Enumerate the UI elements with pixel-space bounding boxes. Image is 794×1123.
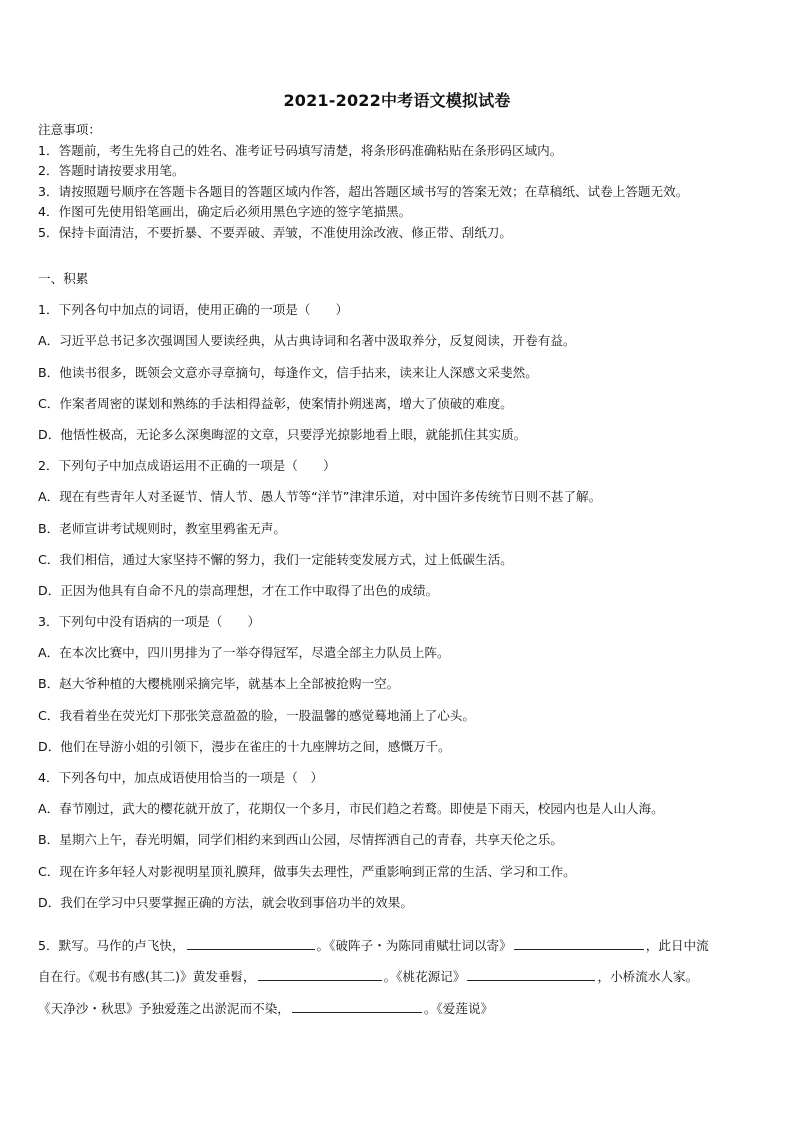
answer-blank[interactable] bbox=[292, 998, 422, 1013]
notes-item: 3．请按照题号顺序在答题卡各题目的答题区域内作答，超出答题区域书写的答案无效；在草稿纸、试卷上答题无效。 bbox=[38, 183, 689, 199]
dictation-text: 5．默写。马作的卢飞快， bbox=[38, 937, 185, 953]
dictation-text: ，小桥流水人家。 bbox=[597, 969, 699, 985]
notes-heading: 注意事项： bbox=[38, 122, 101, 137]
question-option: A．现在有些青年人对圣诞节、情人节、愚人节等“洋节”津津乐道，对中国许多传统节日则不甚了解。 bbox=[38, 489, 602, 505]
question-option: A．在本次比赛中，四川男排为了一举夺得冠军，尽遣全部主力队员上阵。 bbox=[38, 645, 450, 661]
notes-item: 4．作图可先使用铅笔画出，确定后必须用黑色字迹的签字笔描黑。 bbox=[38, 204, 412, 220]
question-option: D．他们在导游小姐的引领下，漫步在雀庄的十九座牌坊之间，感慨万千。 bbox=[38, 738, 451, 754]
questions-section bbox=[38, 263, 768, 1024]
dictation-text: 。《桃花源记》 bbox=[383, 969, 466, 985]
dictation-text: ，此日中流 bbox=[645, 937, 709, 953]
notes-item: 1．答题前，考生先将自己的姓名、准考证号码填写清楚，将条形码准确粘贴在条形码区域内。 bbox=[38, 142, 563, 158]
question-option: B．他读书很多，既领会文意亦寻章摘句，每逢作文，信手拈来，读来让人深感文采斐然。 bbox=[38, 364, 538, 380]
question-option: D．我们在学习中只要掌握正确的方法，就会收到事倍功半的效果。 bbox=[38, 894, 413, 910]
answer-blank[interactable] bbox=[258, 966, 382, 981]
question-option: C．我们相信，通过大家坚持不懈的努力，我们一定能转变发展方式，过上低碳生活。 bbox=[38, 551, 513, 567]
question-option: A．习近平总书记多次强调国人要读经典，从古典诗词和名著中汲取养分，反复阅读，开卷有益。 bbox=[38, 333, 576, 349]
answer-blank[interactable] bbox=[187, 935, 315, 950]
notes-section bbox=[38, 120, 768, 244]
question-stem: 2．下列句子中加点成语运用不正确的一项是（ ） bbox=[38, 458, 336, 474]
dictation-text: 自在行。《观书有感(其二)》黄发垂髫， bbox=[38, 969, 256, 985]
question-option: D．他悟性极高，无论多么深奥晦涩的文章，只要浮光掠影地看上眼，就能抓住其实质。 bbox=[38, 426, 527, 442]
question-option: B．星期六上午，春光明媚，同学们相约来到西山公园，尽情挥洒自己的青春，共享天伦之乐。 bbox=[38, 832, 563, 848]
question-option: C．作案者周密的谋划和熟练的手法相得益彰，使案情扑朔迷离，增大了侦破的难度。 bbox=[38, 395, 513, 411]
question-option: A．春节刚过，武大的樱花就开放了，花期仅一个多月，市民们趋之若鹜。即使是下雨天，校园内也是人山人海。 bbox=[38, 801, 664, 817]
question-option: D．正因为他具有自命不凡的崇高理想，才在工作中取得了出色的成绩。 bbox=[38, 582, 439, 598]
answer-blank[interactable] bbox=[467, 966, 595, 981]
notes-item: 2．答题时请按要求用笔。 bbox=[38, 163, 185, 179]
question-option: B．赵大爷种植的大樱桃刚采摘完毕，就基本上全部被抢购一空。 bbox=[38, 676, 400, 692]
question-stem: 4．下列各句中，加点成语使用恰当的一项是（ ） bbox=[38, 770, 324, 785]
dictation-text: 。《爱莲说》 bbox=[423, 1000, 494, 1016]
section-heading: 一、积累 bbox=[38, 271, 89, 286]
notes-item: 5．保持卡面清洁，不要折暴、不要弄破、弄皱，不准使用涂改液、修正带、刮纸刀。 bbox=[38, 224, 512, 240]
question-option: B．老师宣讲考试规则时，教室里鸦雀无声。 bbox=[38, 520, 286, 536]
question-option: C．现在许多年轻人对影视明星顶礼膜拜，做事失去理性，严重影响到正常的生活、学习和工作。 bbox=[38, 863, 576, 879]
dictation-text: 《天净沙・秋思》予独爱莲之出淤泥而不染， bbox=[38, 1000, 290, 1016]
page-title: 2021-2022中考语文模拟试卷 bbox=[283, 91, 511, 110]
dictation-text: 。《破阵子・为陈同甫赋壮词以寄》 bbox=[316, 937, 512, 953]
dictation-question bbox=[38, 930, 760, 1025]
question-option: C．我看着坐在荧光灯下那张笑意盈盈的脸，一股温馨的感觉蓦地涌上了心头。 bbox=[38, 707, 475, 723]
question-stem: 1．下列各句中加点的词语，使用正确的一项是（ ） bbox=[38, 302, 349, 318]
answer-blank[interactable] bbox=[514, 935, 644, 950]
question-stem: 3．下列句中没有语病的一项是（ ） bbox=[38, 614, 261, 630]
